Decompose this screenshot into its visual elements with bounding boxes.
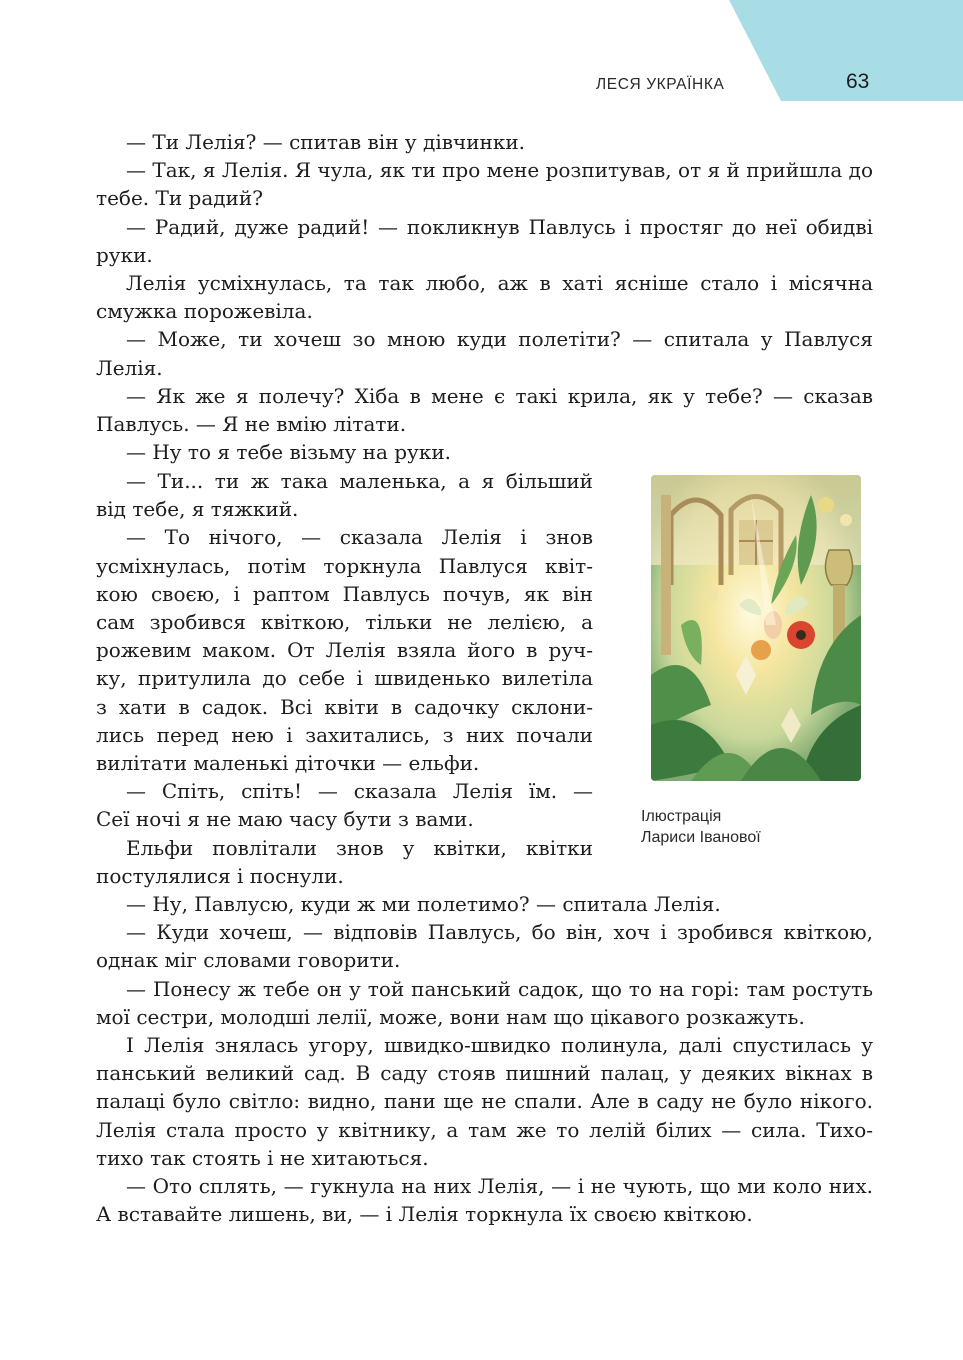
text-line: кою своєю, і раптом Павлусь почув, як він [96,581,593,606]
text-line: Ельфи повлітали знов у квітки, квітки [126,835,593,860]
text-line: рожевим маком. От Лелія взяла його в руч- [96,638,593,663]
running-head: ЛЕСЯ УКРАЇНКА [596,76,725,93]
text-line: — Спіть, спіть! — сказала Лелія їм. — [126,779,593,804]
caption-line: Лариси Іванової [641,829,761,846]
text-line: усміхнулась, потім торкнула Павлуся квіт- [96,553,593,578]
paragraph: Лелія усміхнулась, та так любо, аж в хаті ясніше стало і місячна смужка порожевіла. [96,271,873,324]
text-block-bottom [96,890,873,1228]
text-line: вилітати маленькі діточки — ельфи. [96,751,480,776]
paragraph: — Радий, дуже радий! — покликнув Павлусь і простяг до неї обидві руки. [96,214,873,267]
paragraph: — Як же я полечу? Хіба в мене є такі крила, як у тебе? — сказав Павлусь. — Я не вмію літати. [96,383,873,437]
paragraph: — Куди хочеш, — відповів Павлусь, бо він, хоч і зробився квіткою, однак міг словами говорити. [96,920,873,973]
text-line: ку, притулила до себе і швиденько вилетіла [96,666,593,691]
paragraph: — Ну то я тебе візьму на руки. [126,440,451,465]
paragraph: — Понесу ж тебе он у той панський садок, що то на горі: там ростуть мої сестри, молодші лелії, може, вони нам що цікавого розкажуть. [96,976,873,1029]
text-line: сам зробився квіткою, тільки не лелією, а [96,610,593,635]
paragraph: — Ну, Павлусю, куди ж ми полетимо? — спитала Лелія. [126,892,721,916]
page-number: 63 [846,70,870,93]
text-line: з хати в садок. Всі квіти в садочку склони- [96,694,593,719]
illustration-garden-fairy [651,475,861,781]
text-block-top [96,128,873,466]
caption-line: Ілюстрація [641,808,722,825]
text-column-beside-illustration [96,467,593,890]
paragraph: — Ото сплять, — гукнула на них Лелія, — і не чують, що ми коло них. А вставайте лишень, ви, — і Лелія торкнула їх своєю квіткою. [96,1174,873,1227]
text-line: постулялися і поснули. [96,863,344,888]
paragraph: — Так, я Лелія. Я чула, як ти про мене розпитував, от я й прийшла до тебе. Ти радий? [96,158,873,211]
text-line: — То нічого, — сказала Лелія і знов [126,525,593,550]
text-line: Сеї ночі я не маю часу бути з вами. [96,807,474,832]
illustration-caption [641,806,841,848]
paragraph: І Лелія знялась угору, швидко-швидко полинула, далі спустилась у панський великий сад. В саду стояв пишний палац, у деяких вікнах в палаці було світло: видно, пани ще не спали. Але в саду не було нікого. Лелія стала просто у квітнику, а там же то лелій білих — сила. Тихо-тихо так стоять і не хитаються. [96,1033,873,1170]
text-line: від тебе, я тяжкий. [96,497,299,522]
paragraph: — Ти Лелія? — спитав він у дівчинки. [126,130,526,154]
paragraph: — Може, ти хочеш зо мною куди полетіти? — спитала у Павлуся Лелія. [96,327,873,380]
text-line: — Ти... ти ж така маленька, а я більший [126,469,593,493]
text-line: лись перед нею і захитались, з них почали [96,722,593,747]
